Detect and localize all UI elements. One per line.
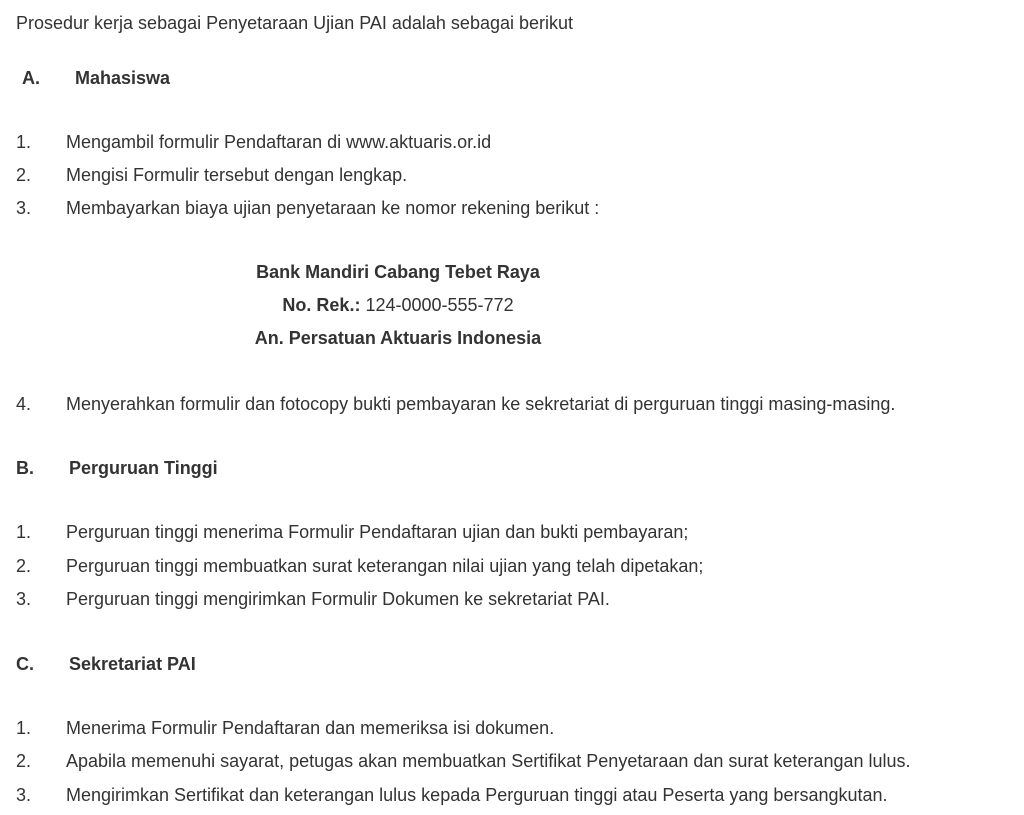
list-item-text: Mengambil formulir Pendaftaran di www.aktuaris.or.id (66, 132, 492, 152)
bank-account-label: No. Rek.: (282, 295, 361, 315)
list-item-text: Mengisi Formulir tersebut dengan lengkap. (66, 165, 408, 185)
list-item-text: Menerima Formulir Pendaftaran dan memeriksa isi dokumen. (66, 718, 555, 738)
list-item-number: 2. (16, 556, 32, 576)
bank-account-number: 124-0000-555-772 (365, 295, 514, 315)
list-item-number: 2. (16, 165, 32, 185)
section-title: Sekretariat PAI (69, 654, 196, 674)
list-item-number: 4. (16, 394, 32, 414)
list-item-number: 2. (16, 751, 32, 771)
list-item-text: Perguruan tinggi menerima Formulir Pendaftaran ujian dan bukti pembayaran; (66, 522, 689, 542)
list-item-number: 1. (16, 718, 32, 738)
list-item-text: Apabila memenuhi sayarat, petugas akan membuatkan Sertifikat Penyetaraan dan surat keterangan lulus. (66, 751, 911, 771)
section-letter: C. (16, 654, 34, 674)
list-item-text: Perguruan tinggi membuatkan surat keterangan nilai ujian yang telah dipetakan; (66, 556, 704, 576)
section-title: Mahasiswa (75, 68, 171, 88)
list-item-number: 3. (16, 589, 32, 609)
bank-account-line (236, 293, 560, 317)
list-item-number: 1. (16, 522, 32, 542)
intro-text: Prosedur kerja sebagai Penyetaraan Ujian PAI adalah sebagai berikut (16, 13, 574, 33)
section-letter: B. (16, 458, 34, 478)
list-item-number: 3. (16, 785, 32, 805)
list-item-number: 1. (16, 132, 32, 152)
section-title: Perguruan Tinggi (69, 458, 218, 478)
list-item-text: Mengirimkan Sertifikat dan keterangan lulus kepada Perguruan tinggi atau Peserta yang bersangkutan. (66, 785, 888, 805)
list-item-number: 3. (16, 198, 32, 218)
bank-account-holder: An. Persatuan Aktuaris Indonesia (254, 328, 542, 348)
list-item-text: Menyerahkan formulir dan fotocopy bukti pembayaran ke sekretariat di perguruan tinggi masing-masing. (66, 394, 896, 414)
bank-name: Bank Mandiri Cabang Tebet Raya (256, 262, 540, 282)
list-item-text: Membayarkan biaya ujian penyetaraan ke nomor rekening berikut : (66, 198, 600, 218)
section-letter: A. (22, 68, 40, 88)
list-item-text: Perguruan tinggi mengirimkan Formulir Dokumen ke sekretariat PAI. (66, 589, 610, 609)
